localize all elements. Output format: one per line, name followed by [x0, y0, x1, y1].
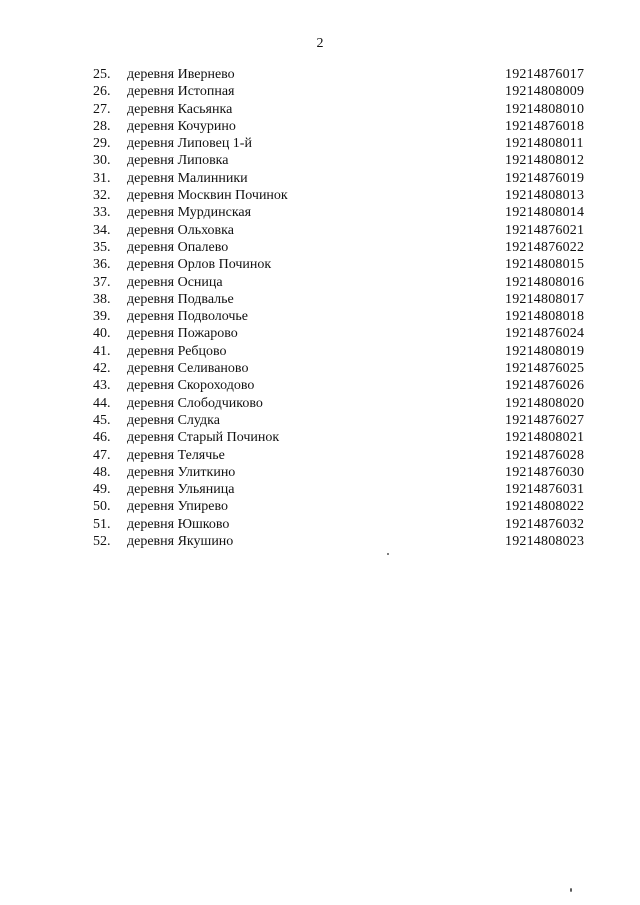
list-row — [0, 516, 640, 533]
list-row — [0, 291, 640, 308]
row-number: 30. — [93, 153, 111, 169]
list-row — [0, 360, 640, 377]
row-number: 45. — [93, 412, 111, 428]
list-row — [0, 343, 640, 360]
settlement-code: 19214808010 — [505, 101, 585, 117]
settlement-name: деревня Подвалье — [127, 291, 234, 307]
settlement-code: 19214876032 — [505, 516, 585, 532]
settlement-code: 19214808016 — [505, 274, 585, 290]
row-number: 49. — [93, 482, 111, 498]
list-row — [0, 464, 640, 481]
settlement-code: 19214808018 — [505, 309, 585, 325]
list-row — [0, 377, 640, 394]
settlement-name: деревня Селиваново — [127, 361, 249, 377]
page-number: 2 — [316, 36, 324, 51]
settlement-name: деревня Малинники — [127, 170, 248, 186]
list-row — [0, 152, 640, 169]
row-number: 46. — [93, 430, 111, 446]
list-row — [0, 170, 640, 187]
scan-speck — [387, 553, 389, 555]
list-row — [0, 204, 640, 221]
settlement-name: деревня Якушино — [127, 534, 234, 550]
list-row — [0, 239, 640, 256]
settlement-code: 19214808019 — [505, 343, 585, 359]
settlement-code: 19214808014 — [505, 205, 585, 221]
settlement-name: деревня Ольховка — [127, 222, 234, 238]
settlement-code: 19214876031 — [505, 482, 585, 498]
list-row — [0, 135, 640, 152]
settlement-name: деревня Истопная — [127, 84, 235, 100]
row-number: 36. — [93, 257, 111, 273]
settlement-code: 19214808012 — [505, 153, 585, 169]
settlement-name: деревня Кочурино — [127, 118, 236, 134]
settlement-name: деревня Слободчиково — [127, 395, 263, 411]
settlement-name: деревня Липовка — [127, 153, 229, 169]
settlement-code: 19214876021 — [505, 222, 585, 238]
settlement-code: 19214808013 — [505, 188, 585, 204]
list-row — [0, 118, 640, 135]
settlement-name: деревня Ребцово — [127, 343, 227, 359]
list-row — [0, 498, 640, 515]
row-number: 35. — [93, 239, 111, 255]
settlement-code: 19214876030 — [505, 464, 585, 480]
list-row — [0, 66, 640, 83]
row-number: 34. — [93, 222, 111, 238]
settlement-name: деревня Осница — [127, 274, 223, 290]
settlement-code: 19214808011 — [505, 136, 584, 152]
row-number: 42. — [93, 361, 111, 377]
list-row — [0, 325, 640, 342]
row-number: 32. — [93, 188, 111, 204]
row-number: 44. — [93, 395, 111, 411]
row-number: 29. — [93, 136, 111, 152]
settlement-name: деревня Ивернево — [127, 67, 235, 82]
row-number: 51. — [93, 516, 111, 532]
list-row — [0, 429, 640, 446]
row-number: 37. — [93, 274, 111, 290]
row-number: 26. — [93, 84, 111, 100]
settlement-list — [0, 66, 640, 550]
settlement-name: деревня Мурдинская — [127, 205, 252, 221]
settlement-name: деревня Опалево — [127, 239, 229, 255]
row-number: 47. — [93, 447, 111, 463]
list-row — [0, 274, 640, 291]
settlement-name: деревня Старый Починок — [127, 430, 280, 446]
settlement-code: 19214876024 — [505, 326, 585, 342]
list-row — [0, 395, 640, 412]
list-row — [0, 101, 640, 118]
settlement-name: деревня Липовец 1-й — [127, 136, 252, 152]
settlement-name: деревня Пожарово — [127, 326, 238, 342]
settlement-code: 19214808015 — [505, 257, 585, 273]
settlement-name: деревня Москвин Починок — [127, 188, 288, 204]
row-number: 52. — [93, 534, 111, 550]
row-number: 28. — [93, 118, 111, 134]
settlement-code: 19214876018 — [505, 118, 585, 134]
row-number: 31. — [93, 170, 111, 186]
settlement-name: деревня Улиткино — [127, 464, 236, 480]
settlement-code: 19214876019 — [505, 170, 585, 186]
row-number: 41. — [93, 343, 111, 359]
settlement-name: деревня Упирево — [127, 499, 228, 515]
settlement-code: 19214876025 — [505, 361, 585, 377]
list-row — [0, 308, 640, 325]
row-number: 39. — [93, 309, 111, 325]
list-row — [0, 222, 640, 239]
settlement-code: 19214808021 — [505, 430, 585, 446]
settlement-code: 19214808023 — [505, 534, 585, 550]
row-number: 38. — [93, 291, 111, 307]
list-row — [0, 412, 640, 429]
list-row — [0, 83, 640, 100]
scan-speck — [570, 888, 572, 892]
row-number: 50. — [93, 499, 111, 515]
row-number: 25. — [93, 67, 111, 82]
settlement-code: 19214876026 — [505, 378, 585, 394]
settlement-name: деревня Скороходово — [127, 378, 255, 394]
settlement-name: деревня Юшково — [127, 516, 230, 532]
settlement-code: 19214876028 — [505, 447, 585, 463]
settlement-code: 19214876022 — [505, 239, 585, 255]
settlement-code: 19214808017 — [505, 291, 585, 307]
row-number: 43. — [93, 378, 111, 394]
settlement-name: деревня Слудка — [127, 412, 220, 428]
settlement-name: деревня Телячье — [127, 447, 225, 463]
list-row — [0, 447, 640, 464]
settlement-name: деревня Подволочье — [127, 309, 249, 325]
row-number: 33. — [93, 205, 111, 221]
row-number: 40. — [93, 326, 111, 342]
list-row — [0, 256, 640, 273]
list-row — [0, 481, 640, 498]
settlement-code: 19214876027 — [505, 412, 585, 428]
list-row — [0, 187, 640, 204]
list-row — [0, 533, 640, 550]
settlement-code: 19214808009 — [505, 84, 585, 100]
settlement-code: 19214876017 — [505, 67, 585, 82]
settlement-name: деревня Касьянка — [127, 101, 233, 117]
settlement-code: 19214808020 — [505, 395, 585, 411]
settlement-name: деревня Ульяница — [127, 482, 235, 498]
settlement-name: деревня Орлов Починок — [127, 257, 272, 273]
row-number: 27. — [93, 101, 111, 117]
settlement-code: 19214808022 — [505, 499, 585, 515]
row-number: 48. — [93, 464, 111, 480]
